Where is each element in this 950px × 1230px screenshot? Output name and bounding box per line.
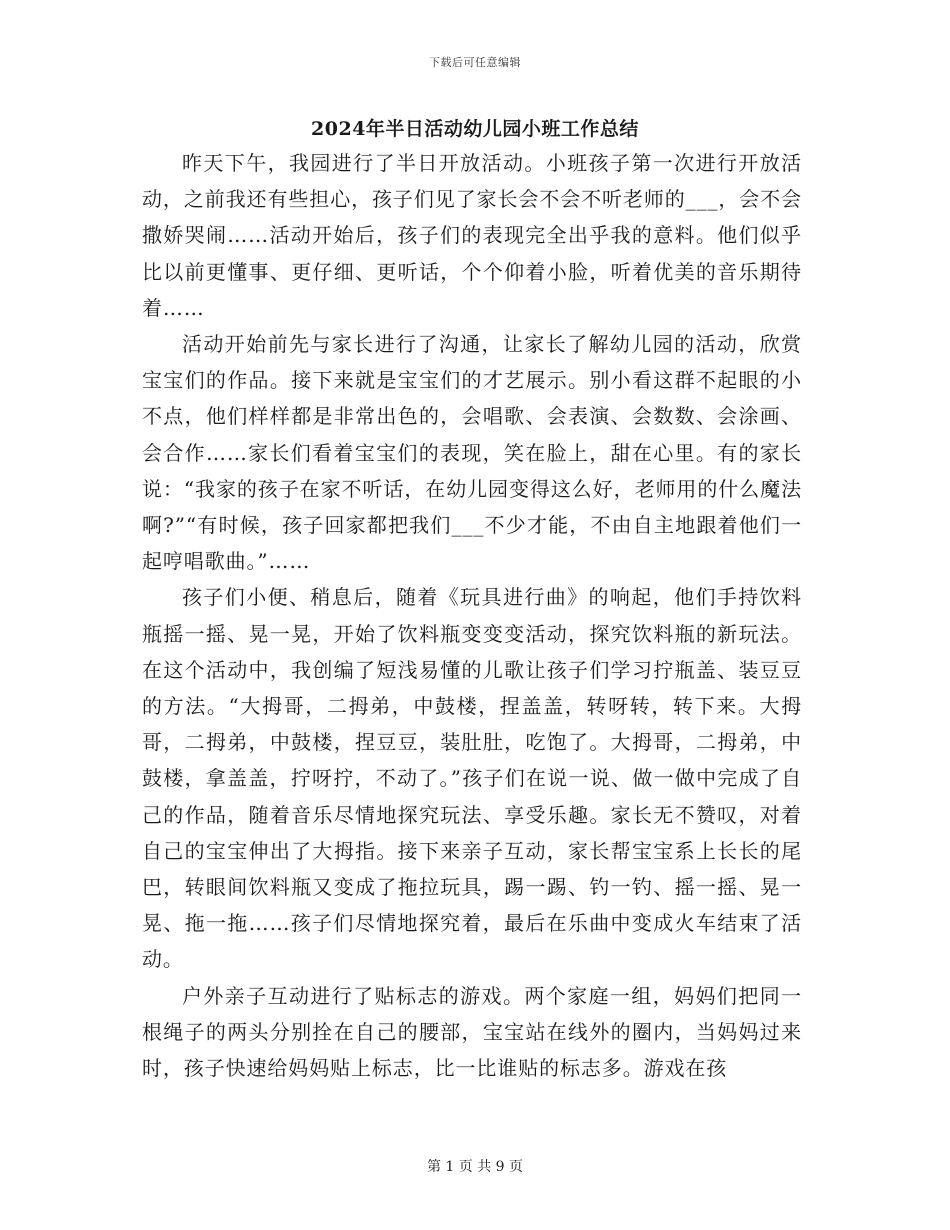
paragraph-2: 活动开始前先与家长进行了沟通，让家长了解幼儿园的活动，欣赏宝宝们的作品。接下来就是宝宝们的才艺展示。别小看这群不起眼的小不点，他们样样都是非常出色的，会唱歌、会表演、会数数、会涂画、会合作……家长们看着宝宝们的表现，笑在脸上，甜在心里。有的家长说：“我家的孩子在家不听话，在幼儿园变得这么好，老师用的什么魔法啊?”“有时候，孩子回家都把我们___不少才能，不由自主地跟着他们一起哼唱歌曲。”…… — [142, 332, 802, 574]
page-number-footer: 第 1 页 共 9 页 — [426, 1159, 524, 1175]
paragraph-1: 昨天下午，我园进行了半日开放活动。小班孩子第一次进行开放活动，之前我还有些担心，孩子们见了家长会不会不听老师的___，会不会撒娇哭闹……活动开始后，孩子们的表现完全出乎我的意料。他们似乎比以前更懂事、更仔细、更听话，个个仰着小脸，听着优美的音乐期待着…… — [142, 151, 802, 320]
header-note: 下载后可任意编辑 — [429, 56, 521, 69]
document-body — [142, 145, 802, 1086]
paragraph-3: 孩子们小便、稍息后，随着《玩具进行曲》的响起，他们手持饮料瓶摇一摇、晃一晃，开始了饮料瓶变变变活动，探究饮料瓶的新玩法。在这个活动中，我创编了短浅易懂的儿歌让孩子们学习拧瓶盖、装豆豆的方法。“大拇哥，二拇弟，中鼓楼，捏盖盖，转呀转，转下来。大拇哥，二拇弟，中鼓楼，捏豆豆，装肚肚，吃饱了。大拇哥，二拇弟，中鼓楼，拿盖盖，拧呀拧，不动了。”孩子们在说一说、做一做中完成了自己的作品，随着音乐尽情地探究玩法、享受乐趣。家长无不赞叹，对着自己的宝宝伸出了大拇指。接下来亲子互动，家长帮宝宝系上长长的尾巴，转眼间饮料瓶又变成了拖拉玩具，踢一踢、钓一钓、摇一摇、晃一晃、拖一拖……孩子们尽情地探究着，最后在乐曲中变成火车结束了活动。 — [142, 585, 802, 972]
document-title: 2024年半日活动幼儿园小班工作总结 — [311, 118, 639, 140]
paragraph-4: 户外亲子互动进行了贴标志的游戏。两个家庭一组，妈妈们把同一根绳子的两头分别拴在自己的腰部，宝宝站在线外的圈内，当妈妈过来时，孩子快速给妈妈贴上标志，比一比谁贴的标志多。游戏在孩 — [142, 983, 802, 1081]
